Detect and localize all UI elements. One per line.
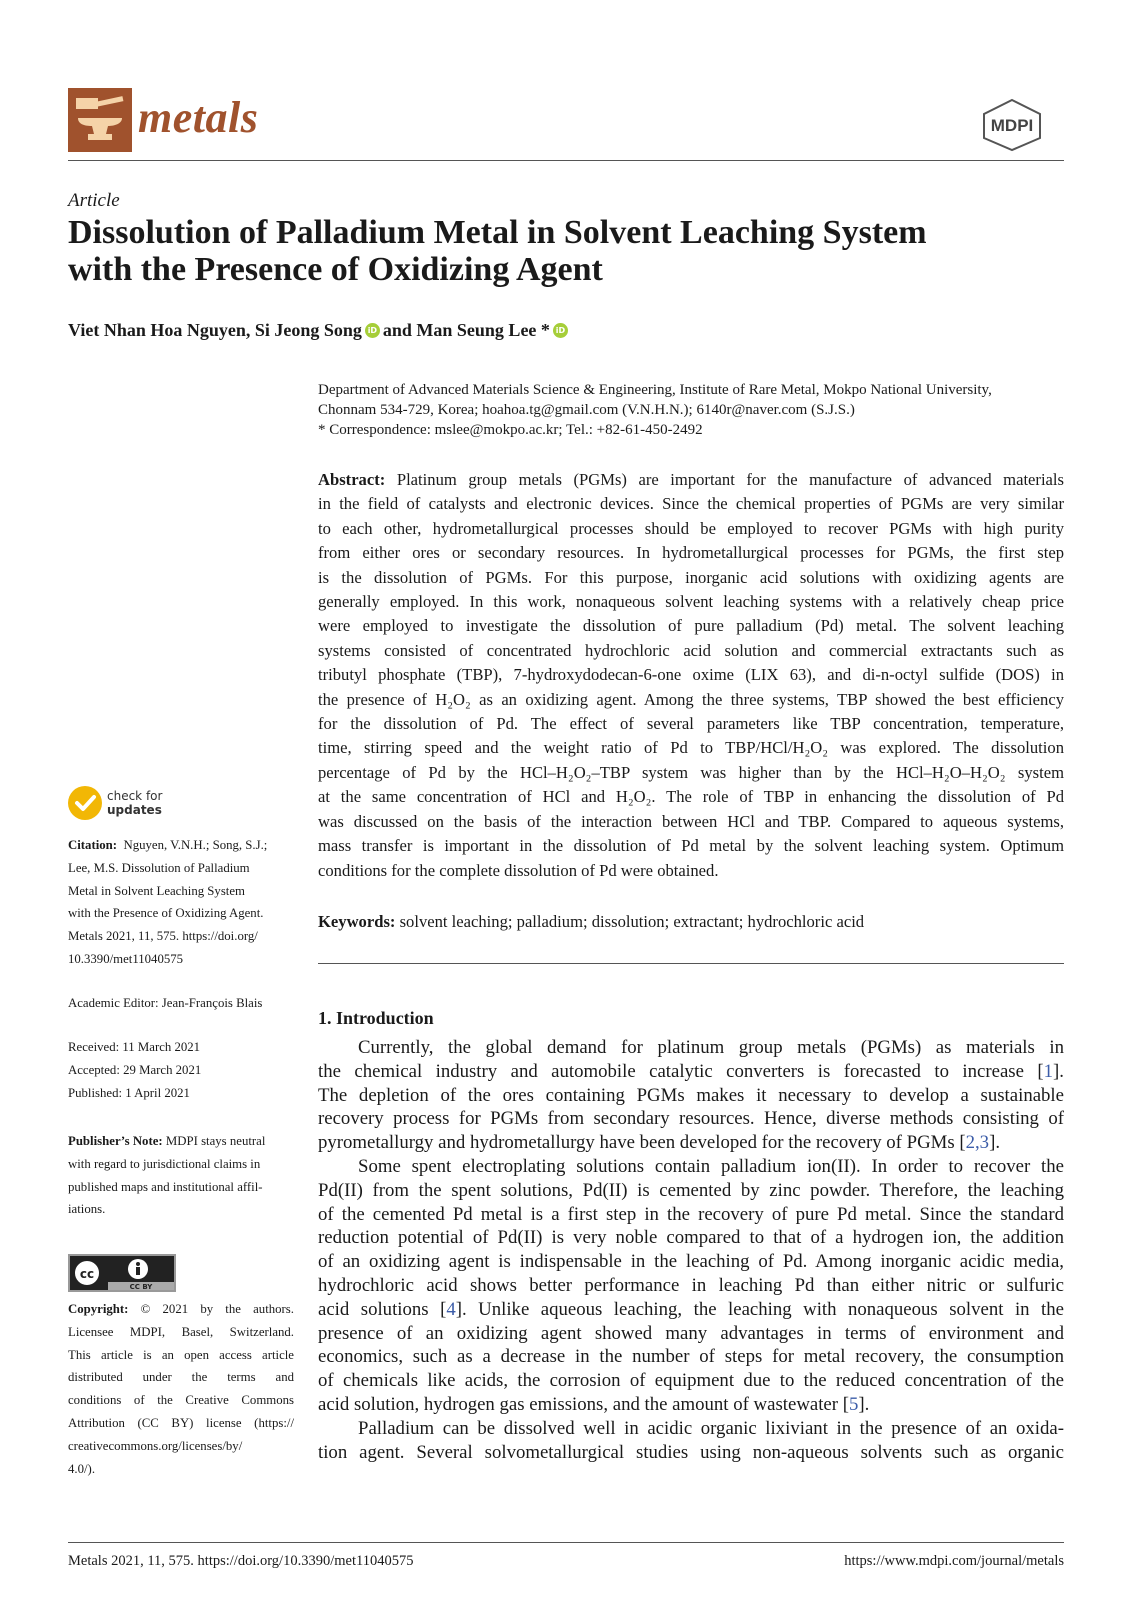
publication-dates — [68, 1036, 294, 1104]
copyright-line: Attribution (CC BY) license (https:// — [68, 1415, 294, 1430]
abstract-line: was discussed on the basis of the interaction between HCl and TBP. Compared to aqueous systems, — [318, 811, 1064, 831]
body-line: economics, such as a decrease in the number of steps for metal recovery, the consumption — [318, 1346, 1064, 1368]
citation-doi-link[interactable]: 10.3390/met11040575 — [68, 951, 184, 966]
copyright-line: This article is an open access article — [68, 1347, 294, 1362]
affiliation-line: Chonnam 534-729, Korea; hoahoa.tg@gmail.com (V.N.H.N.); 6140r@naver.com (S.J.S.) — [318, 402, 855, 418]
copyright-line: creativecommons.org/licenses/by/ — [68, 1438, 243, 1453]
pubnote-line: iations. — [68, 1202, 106, 1217]
abstract-line: for the dissolution of Pd. The effect of several parameters like TBP concentration, temperature, — [318, 714, 1064, 734]
keywords-text: solvent leaching; palladium; dissolution; extractant; hydrochloric acid — [399, 912, 865, 931]
abstract-line: at the same concentration of HCl and H₂O₂. The role of TBP in enhancing the dissolution of Pd — [318, 787, 1064, 807]
copyright-line: Licensee MDPI, Basel, Switzerland. — [68, 1324, 294, 1339]
keywords — [318, 912, 1064, 932]
body-line: of an oxidizing agent is indispensable in the leaching of Pd. Among inorganic acidic media, — [318, 1251, 1064, 1273]
section-divider — [318, 963, 1064, 964]
checkmark-icon — [68, 786, 102, 820]
published-date: Published: 1 April 2021 — [68, 1085, 190, 1100]
pubnote-line: MDPI stays neutral — [165, 1134, 266, 1148]
body-line: Some spent electroplating solutions contain palladium ion(II). In order to recover the — [358, 1155, 1064, 1177]
footer-journal-link[interactable]: https://www.mdpi.com/journal/metals — [844, 1553, 1064, 1569]
abstract-line: were employed to investigate the dissolution of pure palladium (Pd) metal. The solvent leaching — [318, 616, 1064, 636]
abstract-line: the presence of H₂O₂ as an oxidizing agent. Among the three systems, TBP showed the best efficiency — [318, 689, 1064, 709]
copyright-line: distributed under the terms and — [68, 1370, 294, 1385]
copyright-line: 4.0/). — [68, 1461, 96, 1476]
abstract-line: systems consisted of concentrated hydrochloric acid solution and commercial extractants such as — [318, 640, 1064, 660]
citation-label: Citation: — [68, 838, 118, 852]
pubnote-line: published maps and institutional affil- — [68, 1179, 263, 1194]
author-list — [68, 320, 571, 341]
abstract-line: time, stirring speed and the weight ratio of Pd to TBP/HCl/H₂O₂ was explored. The dissolution — [318, 738, 1064, 758]
title-line: with the Presence of Oxidizing Agent — [68, 251, 603, 288]
title-line: Dissolution of Palladium Metal in Solvent Leaching System — [68, 214, 927, 251]
abstract-line: tributyl phosphate (TBP), 7-hydroxydodecan-6-one oxime (LIX 63), and di-n-octyl sulfide (DOS) in — [318, 665, 1064, 685]
accepted-date: Accepted: 29 March 2021 — [68, 1062, 202, 1077]
pubnote-label: Publisher’s Note: — [68, 1134, 163, 1148]
publisher-note — [68, 1130, 294, 1221]
body-line: hydrochloric acid shows better performance in leaching Pd than either nitric or sulfuric — [318, 1274, 1064, 1296]
copyright-line: conditions of the Creative Commons — [68, 1393, 294, 1408]
section-heading: 1. Introduction — [318, 1008, 434, 1028]
footer-rule — [68, 1542, 1064, 1543]
copyright-block — [68, 1298, 294, 1480]
received-date: Received: 11 March 2021 — [68, 1040, 201, 1054]
affiliation-line: Department of Advanced Materials Science & Engineering, Institute of Rare Metal, Mokpo National University, — [318, 382, 992, 398]
body-line: pyrometallurgy and hydrometallurgy have been developed for the recovery of PGMs [2,3]. — [318, 1132, 1001, 1154]
abstract-label: Abstract: — [318, 470, 386, 489]
abstract-line: to each other, hydrometallurgical processes should be employed to recover PGMs with high purity — [318, 518, 1064, 538]
article-type: Article — [68, 190, 120, 211]
anvil-hammer-icon — [68, 88, 132, 152]
svg-text:cc: cc — [79, 1267, 95, 1281]
footer-citation: Metals 2021, 11, 575. https://doi.org/10.3390/met11040575 — [68, 1553, 414, 1569]
body-line: presence of an oxidizing agent showed many advantages in terms of environment and — [318, 1322, 1064, 1344]
body-line: of chemicals like acids, the corrosion of equipment due to the reduced concentration of the — [318, 1370, 1064, 1392]
abstract-line: percentage of Pd by the HCl–H₂O₂–TBP system was higher than by the HCl–H₂O–H₂O₂ system — [318, 762, 1064, 782]
journal-name: metals — [138, 93, 259, 142]
copyright-line: © 2021 by the authors. — [140, 1302, 294, 1316]
abstract-line: is the dissolution of PGMs. For this purpose, inorganic acid solutions with oxidizing agents are — [318, 567, 1064, 587]
orcid-icon[interactable]: iD — [553, 323, 568, 338]
body-line: The depletion of the ores containing PGMs makes it necessary to develop a sustainable — [318, 1084, 1064, 1106]
authors-part2: and Man Seung Lee * — [382, 320, 550, 340]
body-line: Currently, the global demand for platinum group metals (PGMs) as materials in — [358, 1037, 1064, 1058]
cc-by-license-icon[interactable] — [68, 1254, 176, 1292]
svg-text:MDPI: MDPI — [990, 116, 1034, 135]
body-line: reduction potential of Pd(II) is very noble compared to that of a hydrogen ion, the addition — [318, 1227, 1064, 1249]
body-line: tion agent. Several solvometallurgical studies using non-aqueous solvents such as organic — [318, 1441, 1064, 1463]
body-line: recovery process for PGMs from secondary resources. Hence, diverse methods consisting of — [318, 1108, 1064, 1130]
check-line: check for — [107, 789, 163, 803]
check-line: updates — [107, 803, 162, 817]
abstract-line: in the field of catalysts and electronic devices. Since the chemical properties of PGMs are very similar — [318, 494, 1064, 514]
body-line: acid solutions [4]. Unlike aqueous leaching, the leaching with nonaqueous solvent in the — [318, 1298, 1064, 1320]
citation-line: Metals 2021, 11, 575. https://doi.org/ — [68, 929, 258, 944]
abstract-line: conditions for the complete dissolution of Pd were obtained. — [318, 860, 719, 880]
citation-block — [68, 834, 294, 971]
body-line: of the cemented Pd metal is a first step in the recovery of pure Pd metal. Since the standard — [318, 1203, 1064, 1225]
header-rule — [68, 160, 1064, 161]
body-line: acid solution, hydrogen gas emissions, and the amount of wastewater [5]. — [318, 1393, 870, 1415]
abstract-line: mass transfer is important in the dissolution of Pd metal by the solvent leaching system. Optimum — [318, 836, 1064, 856]
affiliation — [318, 380, 1064, 440]
citation-line: with the Presence of Oxidizing Agent. — [68, 906, 264, 921]
academic-editor: Academic Editor: Jean-François Blais — [68, 996, 263, 1010]
abstract-line: from either ores or secondary resources. In hydrometallurgical processes for PGMs, the first step — [318, 543, 1064, 563]
abstract — [318, 468, 1064, 883]
cc-badge-label: CC BY — [129, 1283, 153, 1290]
citation-line: Nguyen, V.N.H.; Song, S.J.; — [123, 838, 268, 852]
abstract-line: Platinum group metals (PGMs) are important for the manufacture of advanced materials — [396, 470, 1064, 489]
article-title — [68, 214, 1064, 288]
journal-logo — [68, 88, 132, 152]
mdpi-logo — [980, 98, 1044, 157]
citation-line: Lee, M.S. Dissolution of Palladium — [68, 860, 250, 875]
orcid-icon[interactable]: iD — [365, 323, 380, 338]
keywords-label: Keywords: — [318, 912, 396, 931]
introduction-body — [318, 1036, 1064, 1464]
body-line: Palladium can be dissolved well in acidic organic lixiviant in the presence of an oxida- — [358, 1417, 1064, 1439]
abstract-line: generally employed. In this work, nonaqueous solvent leaching systems with a relatively cheap price — [318, 592, 1064, 612]
pubnote-line: with regard to jurisdictional claims in — [68, 1156, 261, 1171]
authors-part1: Viet Nhan Hoa Nguyen, Si Jeong Song — [68, 320, 362, 340]
check-for-updates-label — [107, 789, 162, 817]
body-line: the chemical industry and automobile catalytic converters is forecasted to increase [1]. — [318, 1060, 1064, 1082]
citation-line: Metal in Solvent Leaching System — [68, 883, 245, 898]
correspondence: * Correspondence: mslee@mokpo.ac.kr; Tel.: +82-61-450-2492 — [318, 422, 703, 438]
copyright-label: Copyright: — [68, 1302, 129, 1316]
body-line: Pd(II) from the spent solutions, Pd(II) is cemented by zinc powder. Therefore, the leaching — [318, 1179, 1064, 1201]
check-for-updates-badge[interactable] — [68, 786, 162, 820]
